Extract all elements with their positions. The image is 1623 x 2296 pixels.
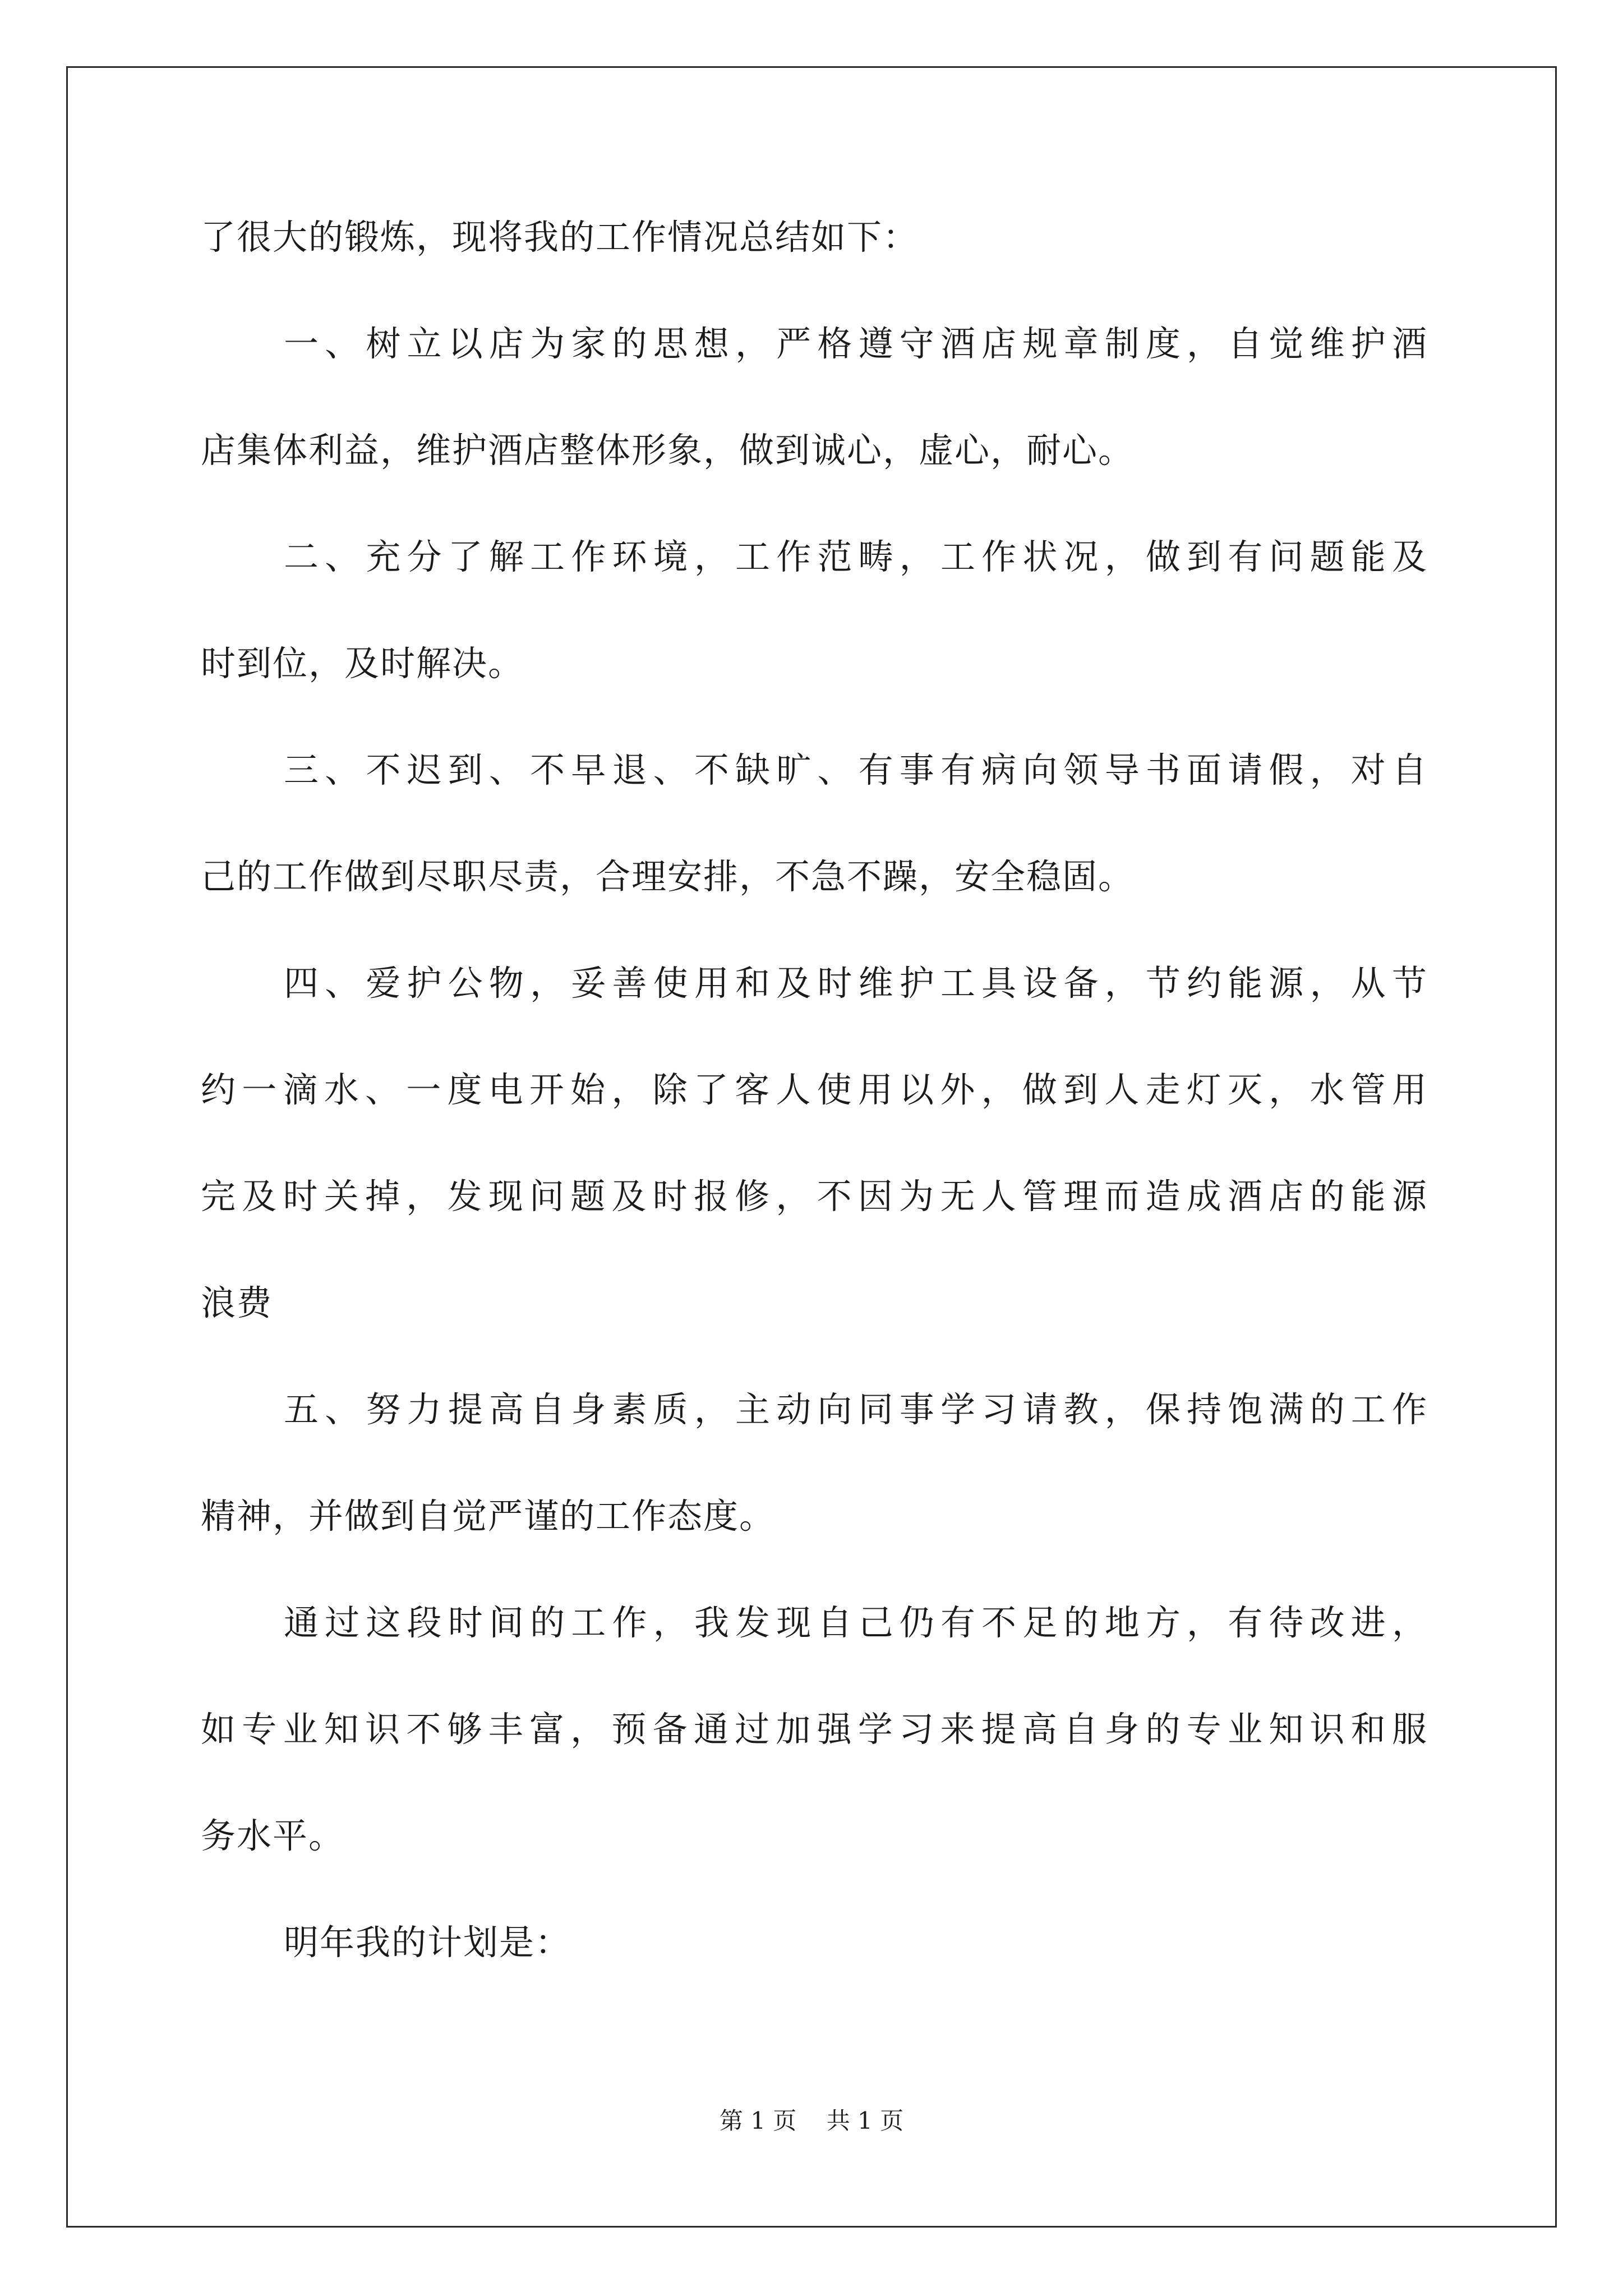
text-line: 完及时关掉，发现问题及时报修，不因为无人管理而造成酒店的能源 (201, 1176, 1428, 1217)
text-line: 浪费 (201, 1282, 273, 1323)
text-line: 二、充分了解工作环境，工作范畴，工作状况，做到有问题能及 (284, 536, 1428, 577)
text-line: 一、树立以店为家的思想，严格遵守酒店规章制度，自觉维护酒 (284, 323, 1428, 364)
page-border (66, 66, 1557, 2228)
text-line: 务水平。 (201, 1815, 345, 1856)
text-line: 四、爱护公物，妥善使用和及时维护工具设备，节约能源，从节 (284, 963, 1428, 1004)
text-line: 三、不迟到、不早退、不缺旷、有事有病向领导书面请假，对自 (284, 749, 1428, 790)
page-number-footer: 第 1 页 共 1 页 (719, 2107, 904, 2134)
text-line: 通过这段时间的工作，我发现自己仍有不足的地方，有待改进， (284, 1602, 1428, 1643)
text-line: 精神，并做到自觉严谨的工作态度。 (201, 1496, 776, 1536)
text-line: 己的工作做到尽职尽责，合理安排，不急不躁，安全稳固。 (201, 856, 1135, 897)
text-line: 店集体利益，维护酒店整体形象，做到诚心，虚心，耐心。 (201, 430, 1135, 471)
text-line: 五、努力提高自身素质，主动向同事学习请教，保持饱满的工作 (284, 1389, 1428, 1430)
text-line: 时到位，及时解决。 (201, 643, 524, 684)
text-line: 如专业知识不够丰富，预备通过加强学习来提高自身的专业知识和服 (201, 1709, 1428, 1750)
text-line: 明年我的计划是： (284, 1922, 571, 1963)
text-line: 约一滴水、一度电开始，除了客人使用以外，做到人走灯灭，水管用 (201, 1069, 1428, 1110)
text-line: 了很大的锻炼，现将我的工作情况总结如下： (201, 217, 919, 257)
